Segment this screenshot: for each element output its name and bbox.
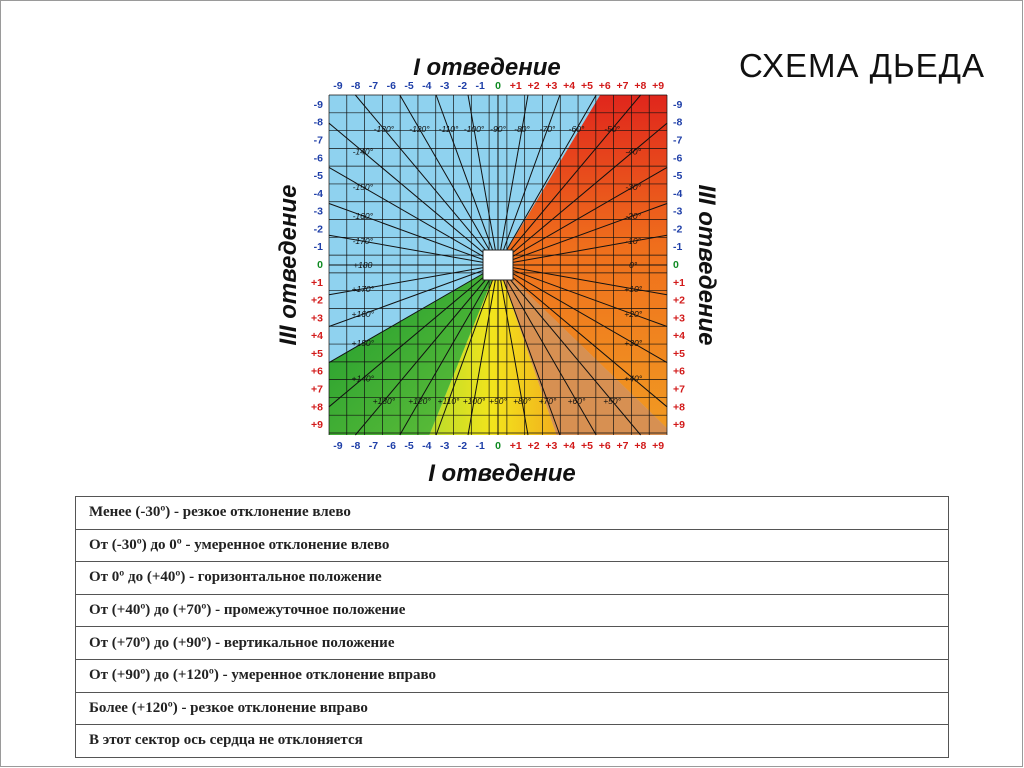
lead3-right-tick: +1	[673, 276, 685, 289]
angle-label: -120°	[409, 124, 430, 134]
legend-cell: Более (+120º) - резкое отклонение вправо	[76, 692, 949, 725]
legend-cell: От (+40º) до (+70º) - промежуточное положение	[76, 594, 949, 627]
lead3-right-tick: -1	[673, 241, 683, 254]
lead3-left-tick: 0	[317, 259, 323, 271]
lead1-top-tick: +9	[652, 80, 665, 92]
lead3-right-tick: 0	[673, 259, 679, 271]
angle-label: -160°	[352, 210, 374, 221]
lead3-left-tick: -8	[313, 116, 323, 129]
lead1-bottom-tick: -8	[351, 440, 361, 452]
angle-label: +40°	[624, 373, 643, 384]
lead1-bottom-tick: 0	[495, 440, 501, 452]
legend-table	[75, 496, 949, 758]
lead3-right-tick: +9	[673, 419, 685, 432]
angle-label: +180	[353, 260, 373, 270]
lead3-left-tick: +1	[311, 276, 323, 289]
lead3-right-tick: +2	[673, 294, 685, 307]
angle-label: -130°	[373, 124, 395, 134]
lead3-right-tick: +5	[673, 347, 685, 360]
lead3-right-tick: -7	[673, 134, 683, 147]
legend-row	[76, 627, 949, 660]
legend-row	[76, 594, 949, 627]
lead1-bottom-tick: +8	[634, 440, 647, 452]
angle-label: +140°	[351, 373, 375, 384]
lead1-bottom-tick: -6	[386, 440, 396, 452]
lead1-bottom-tick: -4	[422, 440, 432, 452]
lead1-top-tick: +5	[580, 80, 593, 92]
lead3-left-tick: +4	[311, 330, 323, 343]
lead1-bottom-tick: +2	[527, 440, 540, 452]
lead1-bottom-tick: +3	[545, 440, 558, 452]
angle-label: +170°	[351, 283, 375, 294]
angle-label: +30°	[624, 338, 643, 349]
lead3-right-tick: -3	[673, 205, 683, 218]
lead1-top-tick: -8	[351, 80, 361, 92]
lead3-right-tick: -6	[673, 152, 683, 165]
lead3-left-tick: -1	[313, 241, 323, 254]
legend-cell: Менее (-30º) - резкое отклонение влево	[76, 497, 949, 530]
lead1-top-tick: -3	[439, 80, 450, 92]
lead3-right-tick: +4	[673, 330, 685, 343]
angle-label: +120°	[408, 396, 431, 406]
legend-row	[76, 725, 949, 758]
legend-row	[76, 692, 949, 725]
legend-cell: От 0º до (+40º) - горизонтальное положение	[76, 562, 949, 595]
angle-label: -60°	[568, 124, 585, 134]
angle-label: +60°	[567, 396, 586, 406]
lead3-left-tick: -9	[313, 98, 323, 111]
lead1-top-tick: -4	[422, 80, 432, 92]
lead3-right-tick: +3	[673, 312, 685, 325]
lead1-top-label: I отведение	[413, 54, 561, 81]
angle-label: -50°	[604, 124, 620, 134]
angle-label: -100°	[463, 124, 485, 134]
angle-label: -20°	[625, 210, 642, 221]
lead1-bottom-tick: -2	[457, 440, 468, 452]
legend-row	[76, 529, 949, 562]
lead3-right-tick: -5	[673, 170, 683, 183]
angle-label: +70°	[538, 396, 557, 406]
angle-label: +50°	[603, 396, 622, 406]
angle-label: +90°	[489, 396, 507, 406]
angle-label: +110°	[437, 396, 460, 406]
angle-label: +150°	[351, 338, 375, 349]
lead1-top-tick: 0	[495, 80, 501, 92]
lead3-left-tick: +9	[311, 419, 323, 432]
lead1-bottom-tick: -3	[439, 440, 450, 452]
angle-label: +100°	[462, 396, 486, 406]
lead1-bottom-tick: +6	[598, 440, 611, 452]
legend-cell: От (+90º) до (+120º) - умеренное отклонение вправо	[76, 659, 949, 692]
lead1-top-tick: -6	[386, 80, 396, 92]
lead3-left-tick: -6	[313, 152, 323, 165]
lead1-bottom-tick: +7	[616, 440, 629, 452]
lead1-bottom-tick: +4	[563, 440, 576, 452]
lead1-bottom-tick: +9	[652, 440, 665, 452]
lead3-right-tick: -4	[673, 187, 683, 200]
angle-label: 0°	[629, 260, 638, 270]
legend-row	[76, 659, 949, 692]
legend-cell: В этот сектор ось сердца не отклоняется	[76, 725, 949, 758]
lead3-left-tick: +2	[311, 294, 323, 307]
angle-label: +130°	[372, 396, 396, 406]
lead1-bottom-tick: +5	[580, 440, 593, 452]
angle-label: -70°	[539, 124, 556, 134]
lead3-right-tick: -8	[673, 116, 683, 129]
lead3-left-tick: -4	[313, 187, 323, 200]
lead3-left-tick: -7	[313, 134, 323, 147]
lead3-left-tick: -2	[313, 223, 323, 236]
angle-label: +160°	[351, 309, 375, 320]
angle-label: -110°	[438, 124, 459, 134]
lead1-top-tick: +2	[527, 80, 540, 92]
lead3-right-label: III отведение	[693, 184, 720, 346]
legend-cell: От (+70º) до (+90º) - вертикальное положение	[76, 627, 949, 660]
lead1-top-tick: +4	[563, 80, 576, 92]
legend-row	[76, 562, 949, 595]
legend-row	[76, 497, 949, 530]
lead3-right-tick: -9	[673, 98, 683, 111]
lead1-top-tick: +1	[509, 80, 522, 92]
lead3-left-tick: +6	[311, 365, 323, 378]
lead1-top-tick: -1	[475, 80, 485, 92]
lead1-bottom-tick: -5	[404, 440, 414, 452]
lead3-left-tick: +3	[311, 312, 323, 325]
lead1-top-tick: +3	[545, 80, 558, 92]
angle-label: -170°	[352, 236, 374, 247]
angle-label: -40°	[625, 146, 642, 157]
angle-label: -80°	[514, 124, 530, 134]
center-square	[483, 250, 513, 280]
lead3-right-tick: +8	[673, 401, 685, 414]
lead1-top-tick: -5	[404, 80, 414, 92]
slide-title: СХЕМА ДЬЕДА	[739, 47, 986, 84]
angle-label: +20°	[624, 309, 643, 320]
angle-label: +10°	[624, 283, 643, 294]
lead3-right-tick: +7	[673, 383, 685, 396]
angle-label: -150°	[352, 181, 374, 192]
lead1-top-tick: -9	[333, 80, 343, 92]
lead1-bottom-tick: -1	[475, 440, 485, 452]
lead1-bottom-tick: -9	[333, 440, 343, 452]
angle-label: +80°	[513, 396, 531, 406]
lead1-bottom-tick: -7	[368, 440, 379, 452]
lead1-top-tick: +6	[598, 80, 611, 92]
lead3-left-tick: -5	[313, 170, 323, 183]
lead1-bottom-tick: +1	[509, 440, 522, 452]
lead3-left-tick: +7	[311, 383, 323, 396]
legend-cell: От (-30º) до 0º - умеренное отклонение влево	[76, 529, 949, 562]
angle-label: -10°	[625, 236, 642, 247]
lead1-bottom-label: I отведение	[428, 460, 576, 487]
lead1-top-tick: +7	[616, 80, 629, 92]
lead1-top-tick: -2	[457, 80, 468, 92]
lead1-top-tick: -7	[368, 80, 379, 92]
lead3-left-tick: +5	[311, 347, 323, 360]
lead3-right-tick: -2	[673, 223, 683, 236]
lead3-left-tick: +8	[311, 401, 323, 414]
lead3-left-label: III отведение	[275, 184, 302, 346]
angle-label: -30°	[625, 181, 642, 192]
lead1-top-tick: +8	[634, 80, 647, 92]
dyed-diagram	[263, 41, 723, 491]
angle-label: -140°	[352, 146, 374, 157]
lead3-right-tick: +6	[673, 365, 685, 378]
angle-label: -90°	[490, 124, 506, 134]
lead3-left-tick: -3	[313, 205, 323, 218]
